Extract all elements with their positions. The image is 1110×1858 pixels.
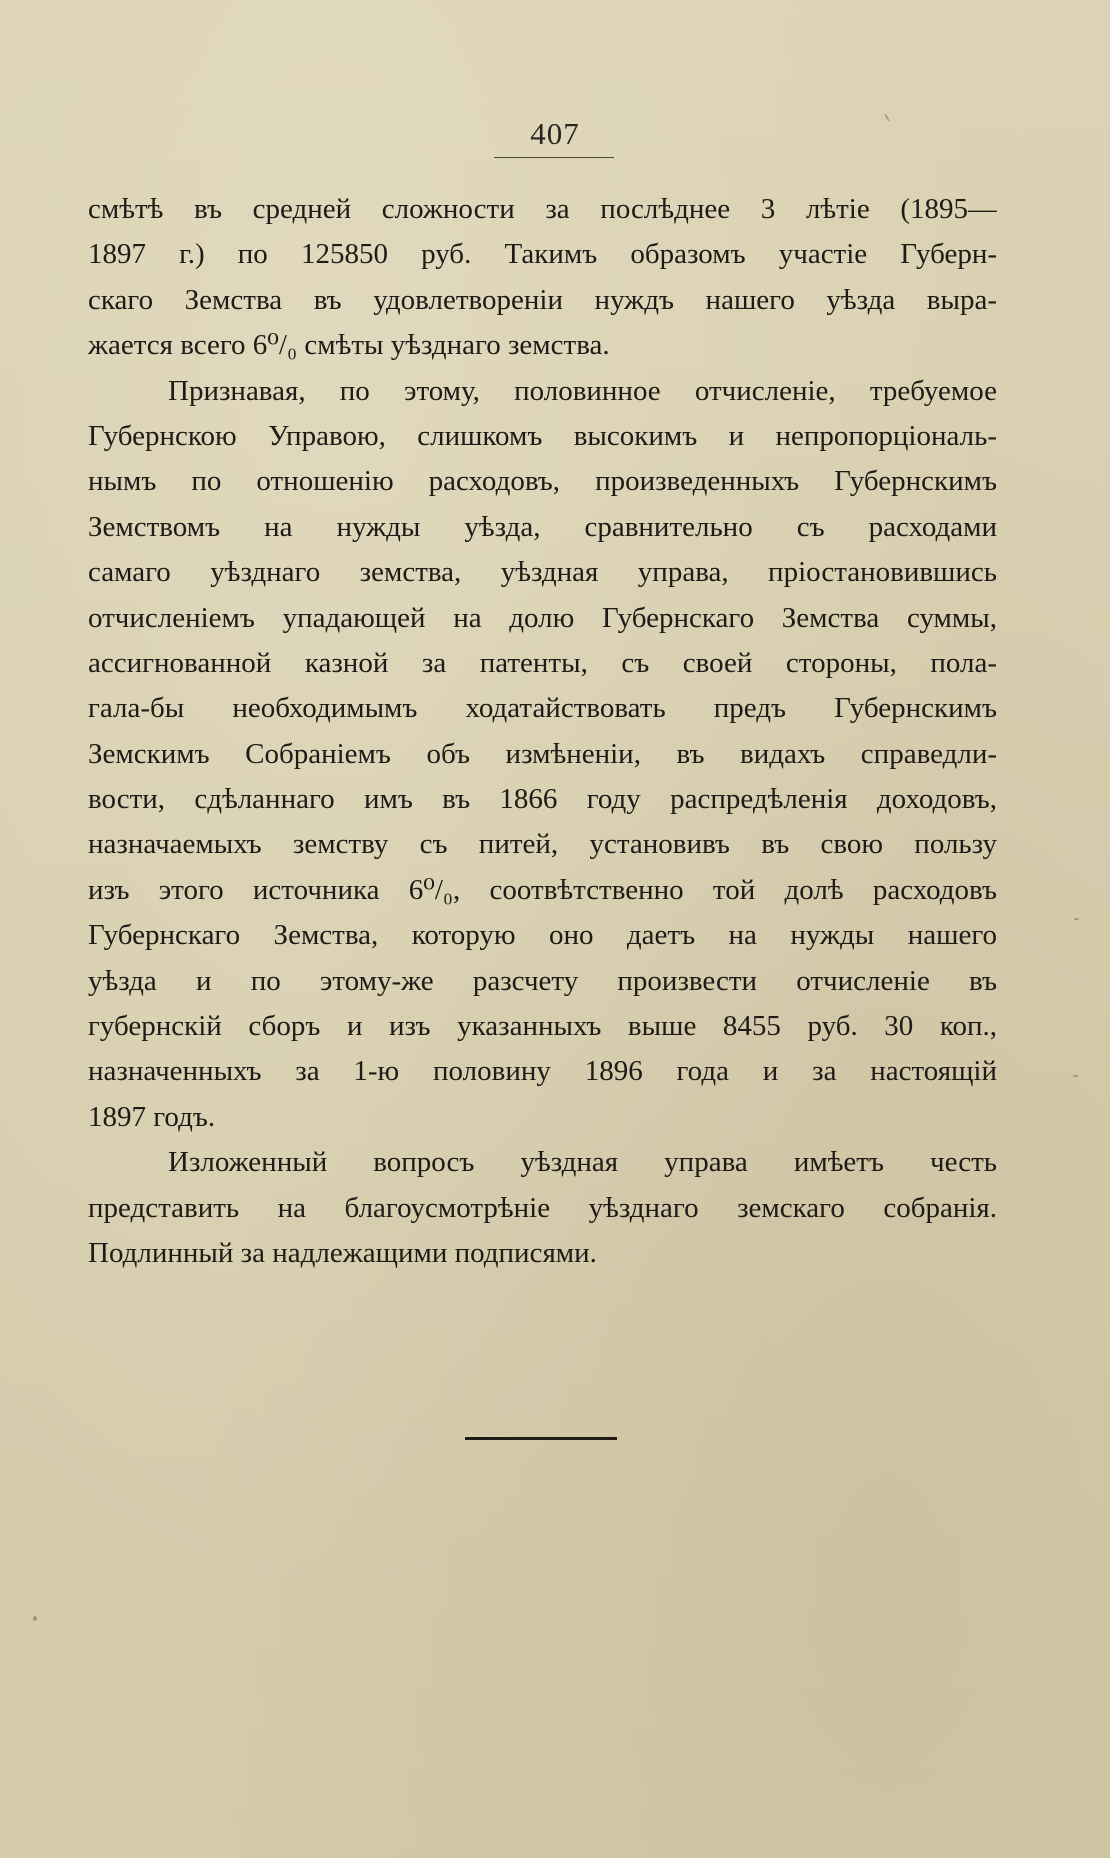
closing-rule	[465, 1437, 617, 1440]
text-line: 1897 годъ.	[88, 1100, 216, 1133]
text-line: изъ этого источника 6⁰/₀, соотвѣтственно той долѣ расходовъ	[88, 873, 997, 906]
text-line: ассигнованной казной за патенты, съ своей стороны, пола-	[88, 646, 997, 679]
text-line: назначенныхъ за 1-ю половину 1896 года и за настоящій	[88, 1055, 997, 1088]
text-line: уѣзда и по этому-же разсчету произвести отчисленіе въ	[88, 964, 997, 997]
text-line: скаго Земства въ удовлетвореніи нуждъ нашего уѣзда выра-	[88, 283, 997, 316]
paper-speck	[1074, 918, 1079, 920]
text-line: 1897 г.) по 125850 руб. Такимъ образомъ участіе Губерн-	[88, 238, 997, 271]
text-line: назначаемыхъ земству съ питей, установивъ въ свою пользу	[88, 828, 997, 861]
text-line: нымъ по отношенію расходовъ, произведенныхъ Губернскимъ	[88, 465, 997, 498]
text-line: представить на благоусмотрѣніе уѣзднаго земскаго собранія.	[88, 1191, 997, 1224]
text-line: Изложенный вопросъ уѣздная управа имѣетъ честь	[168, 1146, 997, 1179]
paragraph-2	[88, 369, 997, 1141]
paper-speck	[33, 1616, 37, 1621]
paper-speck	[1073, 1075, 1078, 1077]
text-line: губернскій сборъ и изъ указанныхъ выше 8455 руб. 30 коп.,	[88, 1010, 997, 1043]
text-line: Губернскаго Земства, которую оно даетъ на нужды нашего	[88, 919, 997, 952]
text-line: жается всего 6⁰/₀ смѣты уѣзднаго земства.	[88, 329, 610, 362]
page-number: 407	[530, 116, 580, 151]
text-line: Земскимъ Собраніемъ объ измѣненіи, въ видахъ справедли-	[88, 737, 997, 770]
paragraph-1	[88, 187, 997, 369]
text-line: вости, сдѣланнаго имъ въ 1866 году распредѣленія доходовъ,	[88, 783, 997, 816]
paragraph-3	[88, 1140, 997, 1276]
text-line: Признавая, по этому, половинное отчисленіе, требуемое	[168, 374, 997, 407]
header-rule	[494, 157, 614, 158]
text-line: смѣтѣ въ средней сложности за послѣднее 3 лѣтіе (1895—	[88, 193, 997, 225]
text-line: гала-бы необходимымъ ходатайствовать предъ Губернскимъ	[88, 692, 997, 725]
text-line: Земствомъ на нужды уѣзда, сравнительно съ расходами	[88, 510, 997, 543]
text-line: Губернскою Управою, слишкомъ высокимъ и непропорціональ-	[88, 419, 997, 452]
text-line: отчисленіемъ упадающей на долю Губернскаго Земства суммы,	[88, 601, 997, 634]
text-line: Подлинный за надлежащими подписями.	[88, 1236, 597, 1269]
body-text	[88, 187, 997, 1276]
text-line: самаго уѣзднаго земства, уѣздная управа, пріостановившись	[88, 556, 997, 589]
